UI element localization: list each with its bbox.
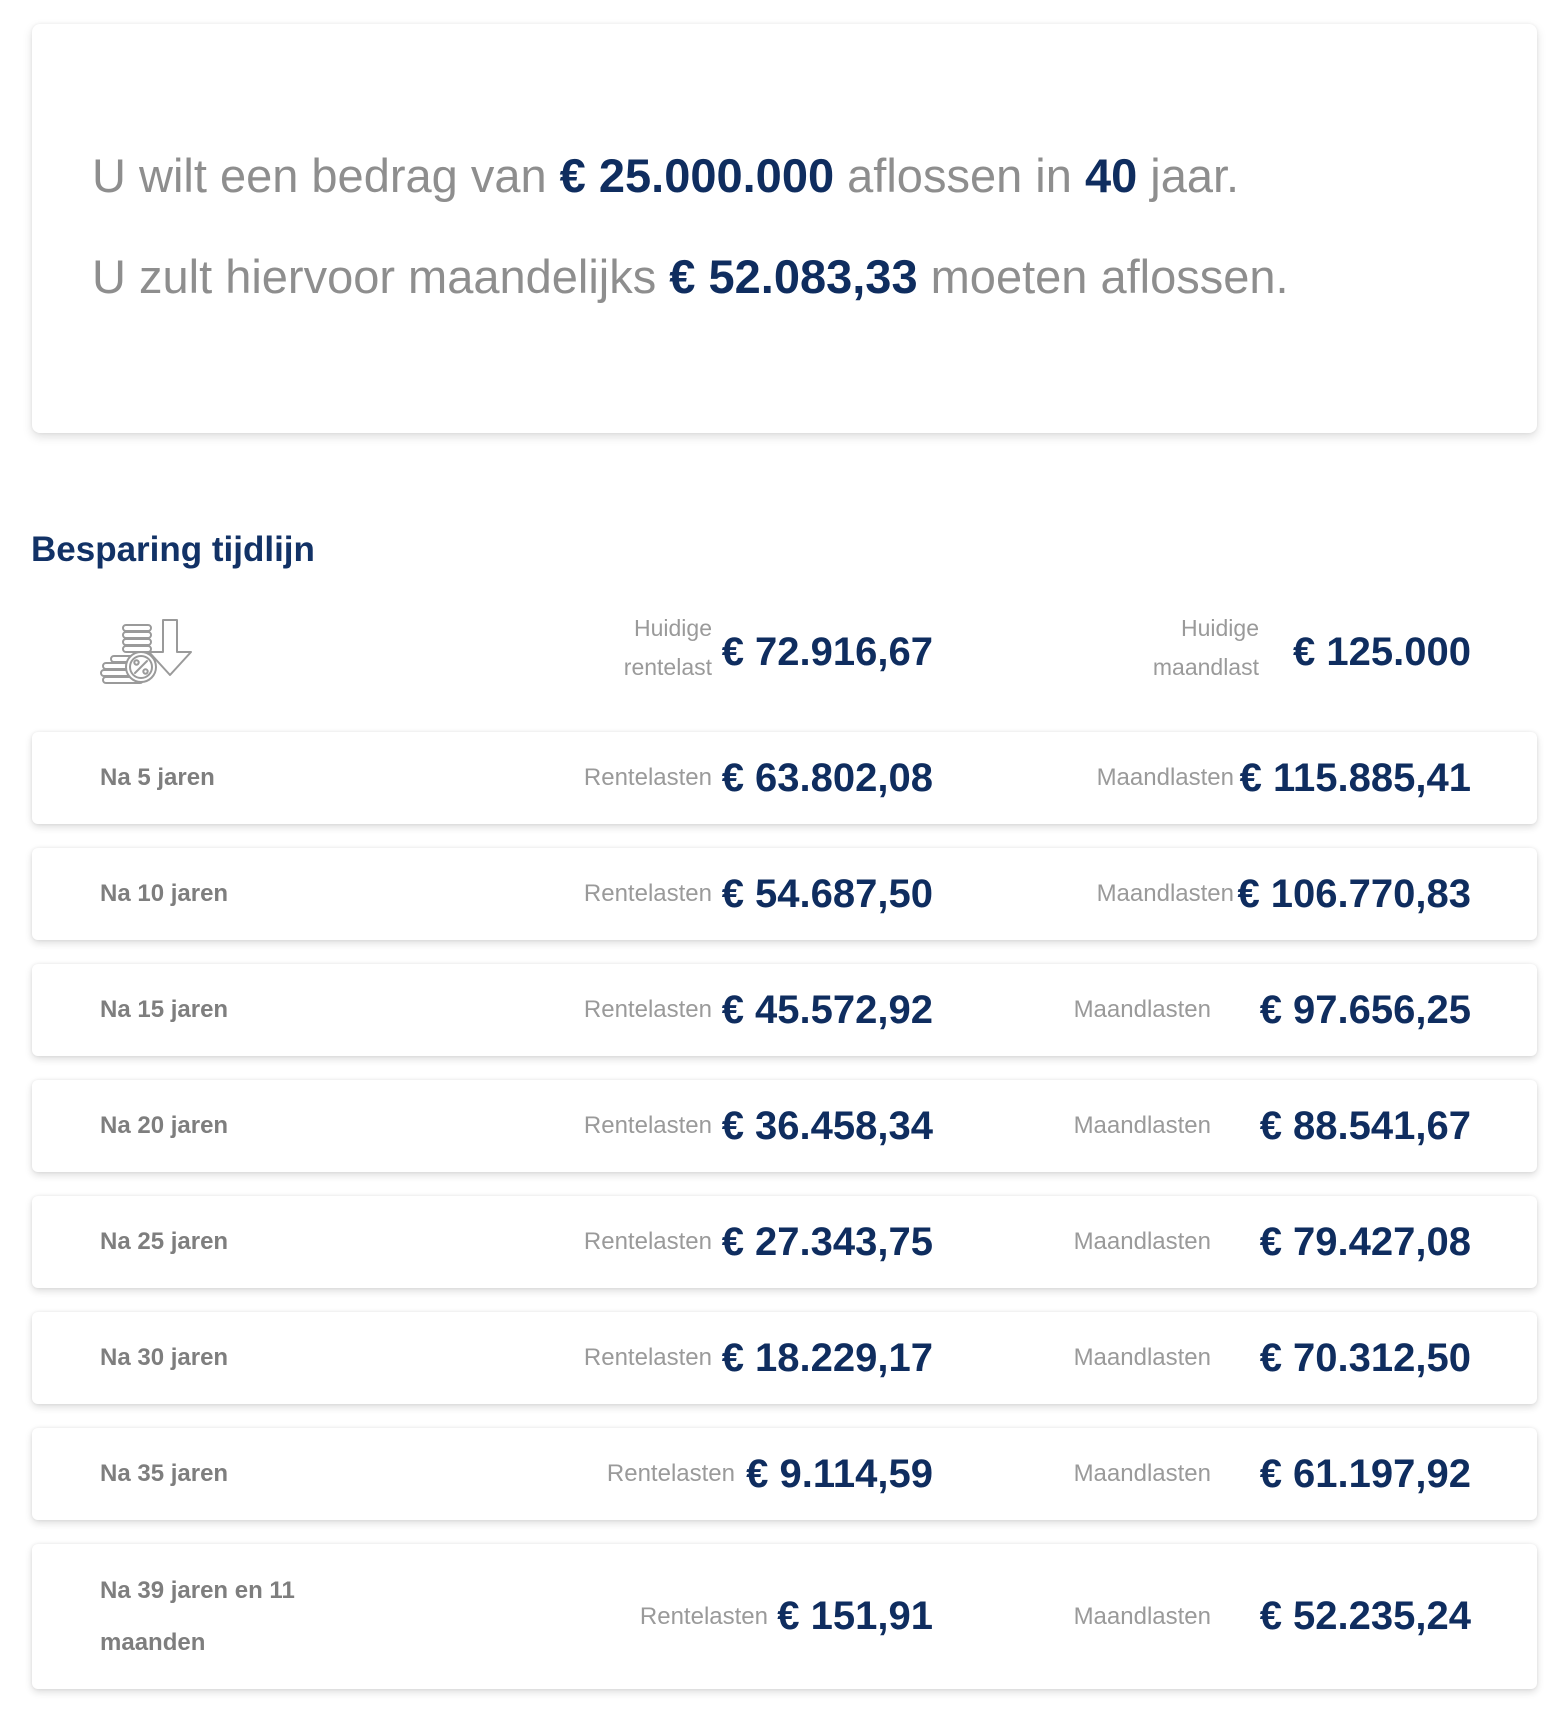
row-maand-value: € 115.885,41 (1239, 755, 1471, 800)
row-maand-value: € 97.656,25 (1259, 987, 1471, 1032)
row-maand-value: € 61.197,92 (1259, 1451, 1471, 1496)
row-period: Na 35 jaren (100, 1460, 229, 1487)
row-maand-label: Maandlasten (1096, 764, 1234, 791)
timeline-row (32, 732, 1537, 824)
coins-percent-icon (97, 617, 197, 687)
row-maand-label: Maandlasten (1073, 1228, 1211, 1255)
row-period: Na 15 jaren (100, 996, 229, 1023)
row-maand-label: Maandlasten (1073, 1460, 1211, 1487)
current-maand-value: € 125.000 (1293, 630, 1471, 674)
loan-years: 40 (1084, 149, 1138, 202)
row-maand-value: € 88.541,67 (1259, 1103, 1471, 1148)
timeline-row (32, 1428, 1537, 1520)
row-rente-value: € 54.687,50 (721, 871, 933, 916)
row-period: Na 10 jaren (100, 880, 229, 907)
row-period: Na 25 jaren (100, 1228, 229, 1255)
current-rente-label: Huidige rentelast (623, 615, 712, 680)
section-title: Besparing tijdlijn (31, 530, 315, 569)
row-rente-value: € 9.114,59 (746, 1451, 933, 1496)
row-maand-label: Maandlasten (1073, 1344, 1211, 1371)
summary-line-amount (92, 149, 1240, 202)
summary-prefix: U wilt een bedrag van (92, 149, 547, 202)
row-rente-value: € 36.458,34 (721, 1103, 933, 1148)
current-charges-row (32, 605, 1537, 695)
loan-amount: € 25.000.000 (559, 149, 835, 202)
row-rente-label: Rentelasten (583, 996, 712, 1023)
row-maand-label: Maandlasten (1073, 1112, 1211, 1139)
monthly-amount: € 52.083,33 (669, 250, 918, 303)
timeline-row (32, 848, 1537, 940)
current-maand-label: Huidige maandlast (1152, 615, 1259, 680)
row-period: Na 30 jaren (100, 1344, 229, 1371)
row-rente-label: Rentelasten (583, 880, 712, 907)
timeline-row (32, 1196, 1537, 1288)
summary-suffix: jaar. (1150, 149, 1240, 202)
row-rente-value: € 63.802,08 (721, 755, 933, 800)
monthly-prefix: U zult hiervoor maandelijks (92, 250, 657, 303)
row-maand-value: € 79.427,08 (1259, 1219, 1471, 1264)
row-rente-label: Rentelasten (583, 1228, 712, 1255)
timeline-row (32, 1080, 1537, 1172)
row-rente-value: € 151,91 (777, 1594, 933, 1638)
row-period: Na 20 jaren (100, 1112, 229, 1139)
row-maand-label: Maandlasten (1096, 880, 1234, 907)
row-maand-value: € 106.770,83 (1237, 871, 1471, 916)
timeline-row (32, 1544, 1537, 1689)
row-rente-label: Rentelasten (606, 1460, 735, 1487)
summary-middle: aflossen in (847, 149, 1072, 202)
summary-card (32, 24, 1537, 433)
row-maand-value: € 52.235,24 (1259, 1594, 1471, 1638)
row-rente-value: € 45.572,92 (721, 987, 933, 1032)
row-period: Na 5 jaren (100, 764, 215, 791)
current-rente-value: € 72.916,67 (721, 630, 933, 674)
row-rente-label: Rentelasten (639, 1602, 768, 1630)
timeline-row (32, 1312, 1537, 1404)
row-rente-label: Rentelasten (583, 764, 712, 791)
monthly-suffix: moeten aflossen. (930, 250, 1289, 303)
row-rente-value: € 27.343,75 (721, 1219, 933, 1264)
timeline-row (32, 964, 1537, 1056)
row-maand-label: Maandlasten (1073, 996, 1211, 1023)
summary-line-monthly (92, 250, 1289, 303)
row-period: Na 39 jaren en 11 maanden (100, 1576, 295, 1656)
row-rente-label: Rentelasten (583, 1112, 712, 1139)
row-maand-value: € 70.312,50 (1259, 1335, 1471, 1380)
row-rente-value: € 18.229,17 (721, 1335, 933, 1380)
row-rente-label: Rentelasten (583, 1344, 712, 1371)
row-maand-label: Maandlasten (1073, 1602, 1211, 1630)
